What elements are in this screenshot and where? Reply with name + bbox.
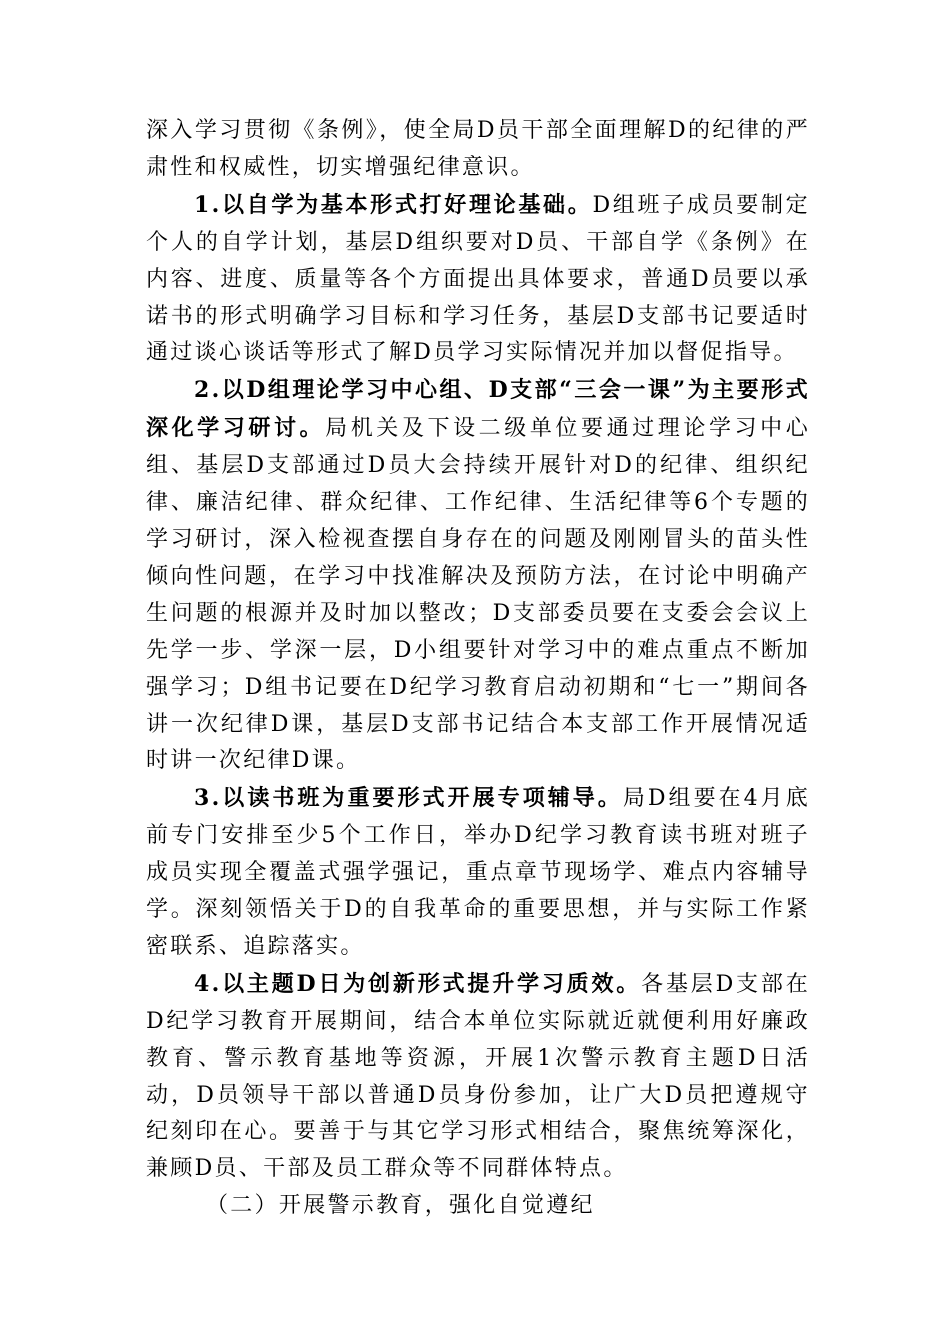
paragraph-study-group [146, 372, 810, 780]
paragraph-body: 各基层D支部在D纪学习教育开展期间，结合本单位实际就近就便利用好廉政教育、警示教育基地等资源，开展1次警示教育主题D日活动，D员领导干部以普通D员身份参加，让广大D员把遵规守纪刻印在心。要善于与其它学习形式相结合，聚焦统筹深化，兼顾D员、干部及员工群众等不同群体特点。 [146, 971, 810, 1182]
section-heading: （二）开展警示教育，强化自觉遵纪 [206, 1193, 595, 1219]
paragraph-intro: 深入学习贯彻《条例》，使全局D员干部全面理解D的纪律的严肃性和权威性，切实增强纪律意识。 [146, 118, 810, 180]
paragraph-reading-class [146, 780, 810, 966]
paragraph-body: 局D组要在4月底前专门安排至少5个工作日，举办D纪学习教育读书班对班子成员实现全覆盖式强学强记，重点章节现场学、难点内容辅导学。深刻领悟关于D的自我革命的重要思想，并与实际工作紧密联系、追踪落实。 [146, 786, 810, 959]
paragraph-lead: 3.以读书班为重要形式开展专项辅导。 [194, 785, 623, 812]
paragraph-lead: 1.以自学为基本形式打好理论基础。 [194, 191, 593, 218]
paragraph-lead: 2.以D组理论学习中心组、D支部“三会一课”为主要形式深化学习研讨。 [146, 377, 810, 442]
paragraph-body: D组班子成员要制定个人的自学计划，基层D组织要对D员、干部自学《条例》在内容、进度、质量等各个方面提出具体要求，普通D员要以承诺书的形式明确学习目标和学习任务，基层D支部书记要适时通过谈心谈话等形式了解D员学习实际情况并加以督促指导。 [146, 192, 810, 366]
paragraph-body: 局机关及下设二级单位要通过理论学习中心组、基层D支部通过D员大会持续开展针对D的纪律、组织纪律、廉洁纪律、群众纪律、工作纪律、生活纪律等6个专题的学习研讨，深入检视查摆自身存在的问题及刚刚冒头的苗头性倾向性问题，在学习中找准解决及预防方法，在讨论中明确产生问题的根源并及时加以整改；D支部委员要在支委会会议上先学一步、学深一层，D小组要针对学习中的难点重点不断加强学习；D组书记要在D纪学习教育启动初期和“七一”期间各讲一次纪律D课，基层D支部书记结合本支部工作开展情况适时讲一次纪律D课。 [146, 416, 811, 774]
paragraph-self-study [146, 187, 810, 373]
paragraph-theme-day [146, 966, 810, 1188]
paragraph-lead: 4.以主题D日为创新形式提升学习质效。 [194, 970, 642, 997]
